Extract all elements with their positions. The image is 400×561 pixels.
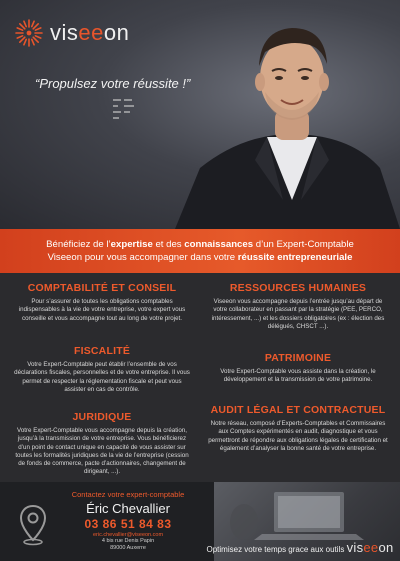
banner-text: et des xyxy=(152,239,185,250)
section-title: PATRIMOINE xyxy=(264,352,332,364)
section-fiscalite xyxy=(12,345,192,394)
tagline-text: Optimisez votre temps grace aux outils xyxy=(206,545,345,554)
brand-name xyxy=(50,20,129,46)
banner-line-2 xyxy=(48,251,353,264)
tagline-brand-accent2: e xyxy=(370,540,379,555)
section-text: Votre Expert-Comptable vous accompagne depuis la création, jusqu’à la transmission de votre entreprise. Vous bénéficierez d’un point de contact unique en capacité de vous assister sur toutes les formalités juridiques de la vie de l’entreprise (cession de fonds de commerce, pacte d’actionnaires, changement de dirigeant, ...). xyxy=(15,427,189,476)
section-patrimoine xyxy=(208,352,388,385)
section-comptabilite xyxy=(12,282,192,323)
tagline-brand-part2: on xyxy=(378,540,394,555)
decorative-chart-icon xyxy=(112,98,136,120)
brand-name-part1: vis xyxy=(50,20,79,45)
banner-emphasis: expertise xyxy=(110,239,153,250)
tagline-brand xyxy=(347,540,394,555)
section-text: Votre Expert-Comptable vous assiste dans la création, le développement et la transmission de votre patrimoine. xyxy=(220,368,376,384)
brand-name-part2: on xyxy=(103,20,130,45)
tagline-brand-part1: vis xyxy=(346,540,364,555)
banner-emphasis: réussite entrepreneuriale xyxy=(237,252,353,263)
contact-block xyxy=(58,490,198,552)
contact-phone[interactable]: 03 86 51 84 83 xyxy=(84,517,172,531)
section-text: Votre Expert-Comptable peut établir l’ensemble de vos déclarations fiscales, personnelles et de votre entreprise. Il vous permet de respecter la réglementation fiscale et peut vous assister en cas de contrôle. xyxy=(14,361,190,393)
banner-emphasis: connaissances xyxy=(184,239,254,250)
hero-section xyxy=(0,0,400,229)
brand-name-accent2: e xyxy=(91,20,104,45)
section-text: Notre réseau, composé d’Experts-Comptables et Commissaires aux Comptes expérimentés en audit, diagnostique et vous permettront de répondre aux obligations légales de certification et également d’analyser la bonne santé de votre entreprise. xyxy=(208,420,388,452)
banner-text: Bénéficiez de l’ xyxy=(46,239,111,250)
contact-email[interactable]: eric.chevallier@viseeon.com xyxy=(92,532,164,538)
contact-address-line1: 4 bis rue Denis Papin xyxy=(101,538,155,544)
section-audit xyxy=(208,404,388,453)
value-proposition-banner xyxy=(0,229,400,273)
brand-name-accent1: e xyxy=(78,20,92,45)
section-title: FISCALITÉ xyxy=(73,345,131,357)
tagline-brand-accent1: e xyxy=(363,540,371,555)
section-title: AUDIT LÉGAL ET CONTRACTUEL xyxy=(210,404,386,416)
banner-text: d’un Expert-Comptable xyxy=(253,239,354,250)
location-pin-icon xyxy=(18,504,48,546)
brand-logo[interactable] xyxy=(14,18,129,48)
section-text: Pour s’assurer de toutes les obligations comptables indispensables à la vie de votre entreprise, votre expert vous conseille et vous accompagne tout au long de votre projet. xyxy=(18,298,186,322)
banner-line-1 xyxy=(46,238,354,251)
section-ressources-humaines xyxy=(208,282,388,331)
hero-slogan: “Propulsez votre réussite !” xyxy=(35,76,191,91)
contact-name: Éric Chevallier xyxy=(86,501,170,516)
contact-address-line2: 89000 Auxerre xyxy=(110,545,146,551)
section-text: Viseeon vous accompagne depuis l’entrée jusqu’au départ de votre collaborateur en passant par la stratégie (PEE, PERCO, intéressement, ...) et les dossiers obligatoires (ex : élection des délégués, CHSCT ...). xyxy=(211,298,385,330)
businessman-photo xyxy=(165,0,400,229)
banner-text: Viseeon pour vous accompagner dans votre xyxy=(47,252,238,263)
footer-tagline xyxy=(200,540,400,555)
section-title: COMPTABILITÉ ET CONSEIL xyxy=(27,282,177,294)
section-title: RESSOURCES HUMAINES xyxy=(229,282,367,294)
contact-title: Contactez votre expert-comptable xyxy=(71,490,185,499)
section-juridique xyxy=(12,411,192,477)
section-title: JURIDIQUE xyxy=(72,411,132,423)
sunburst-logo-icon xyxy=(14,18,44,48)
